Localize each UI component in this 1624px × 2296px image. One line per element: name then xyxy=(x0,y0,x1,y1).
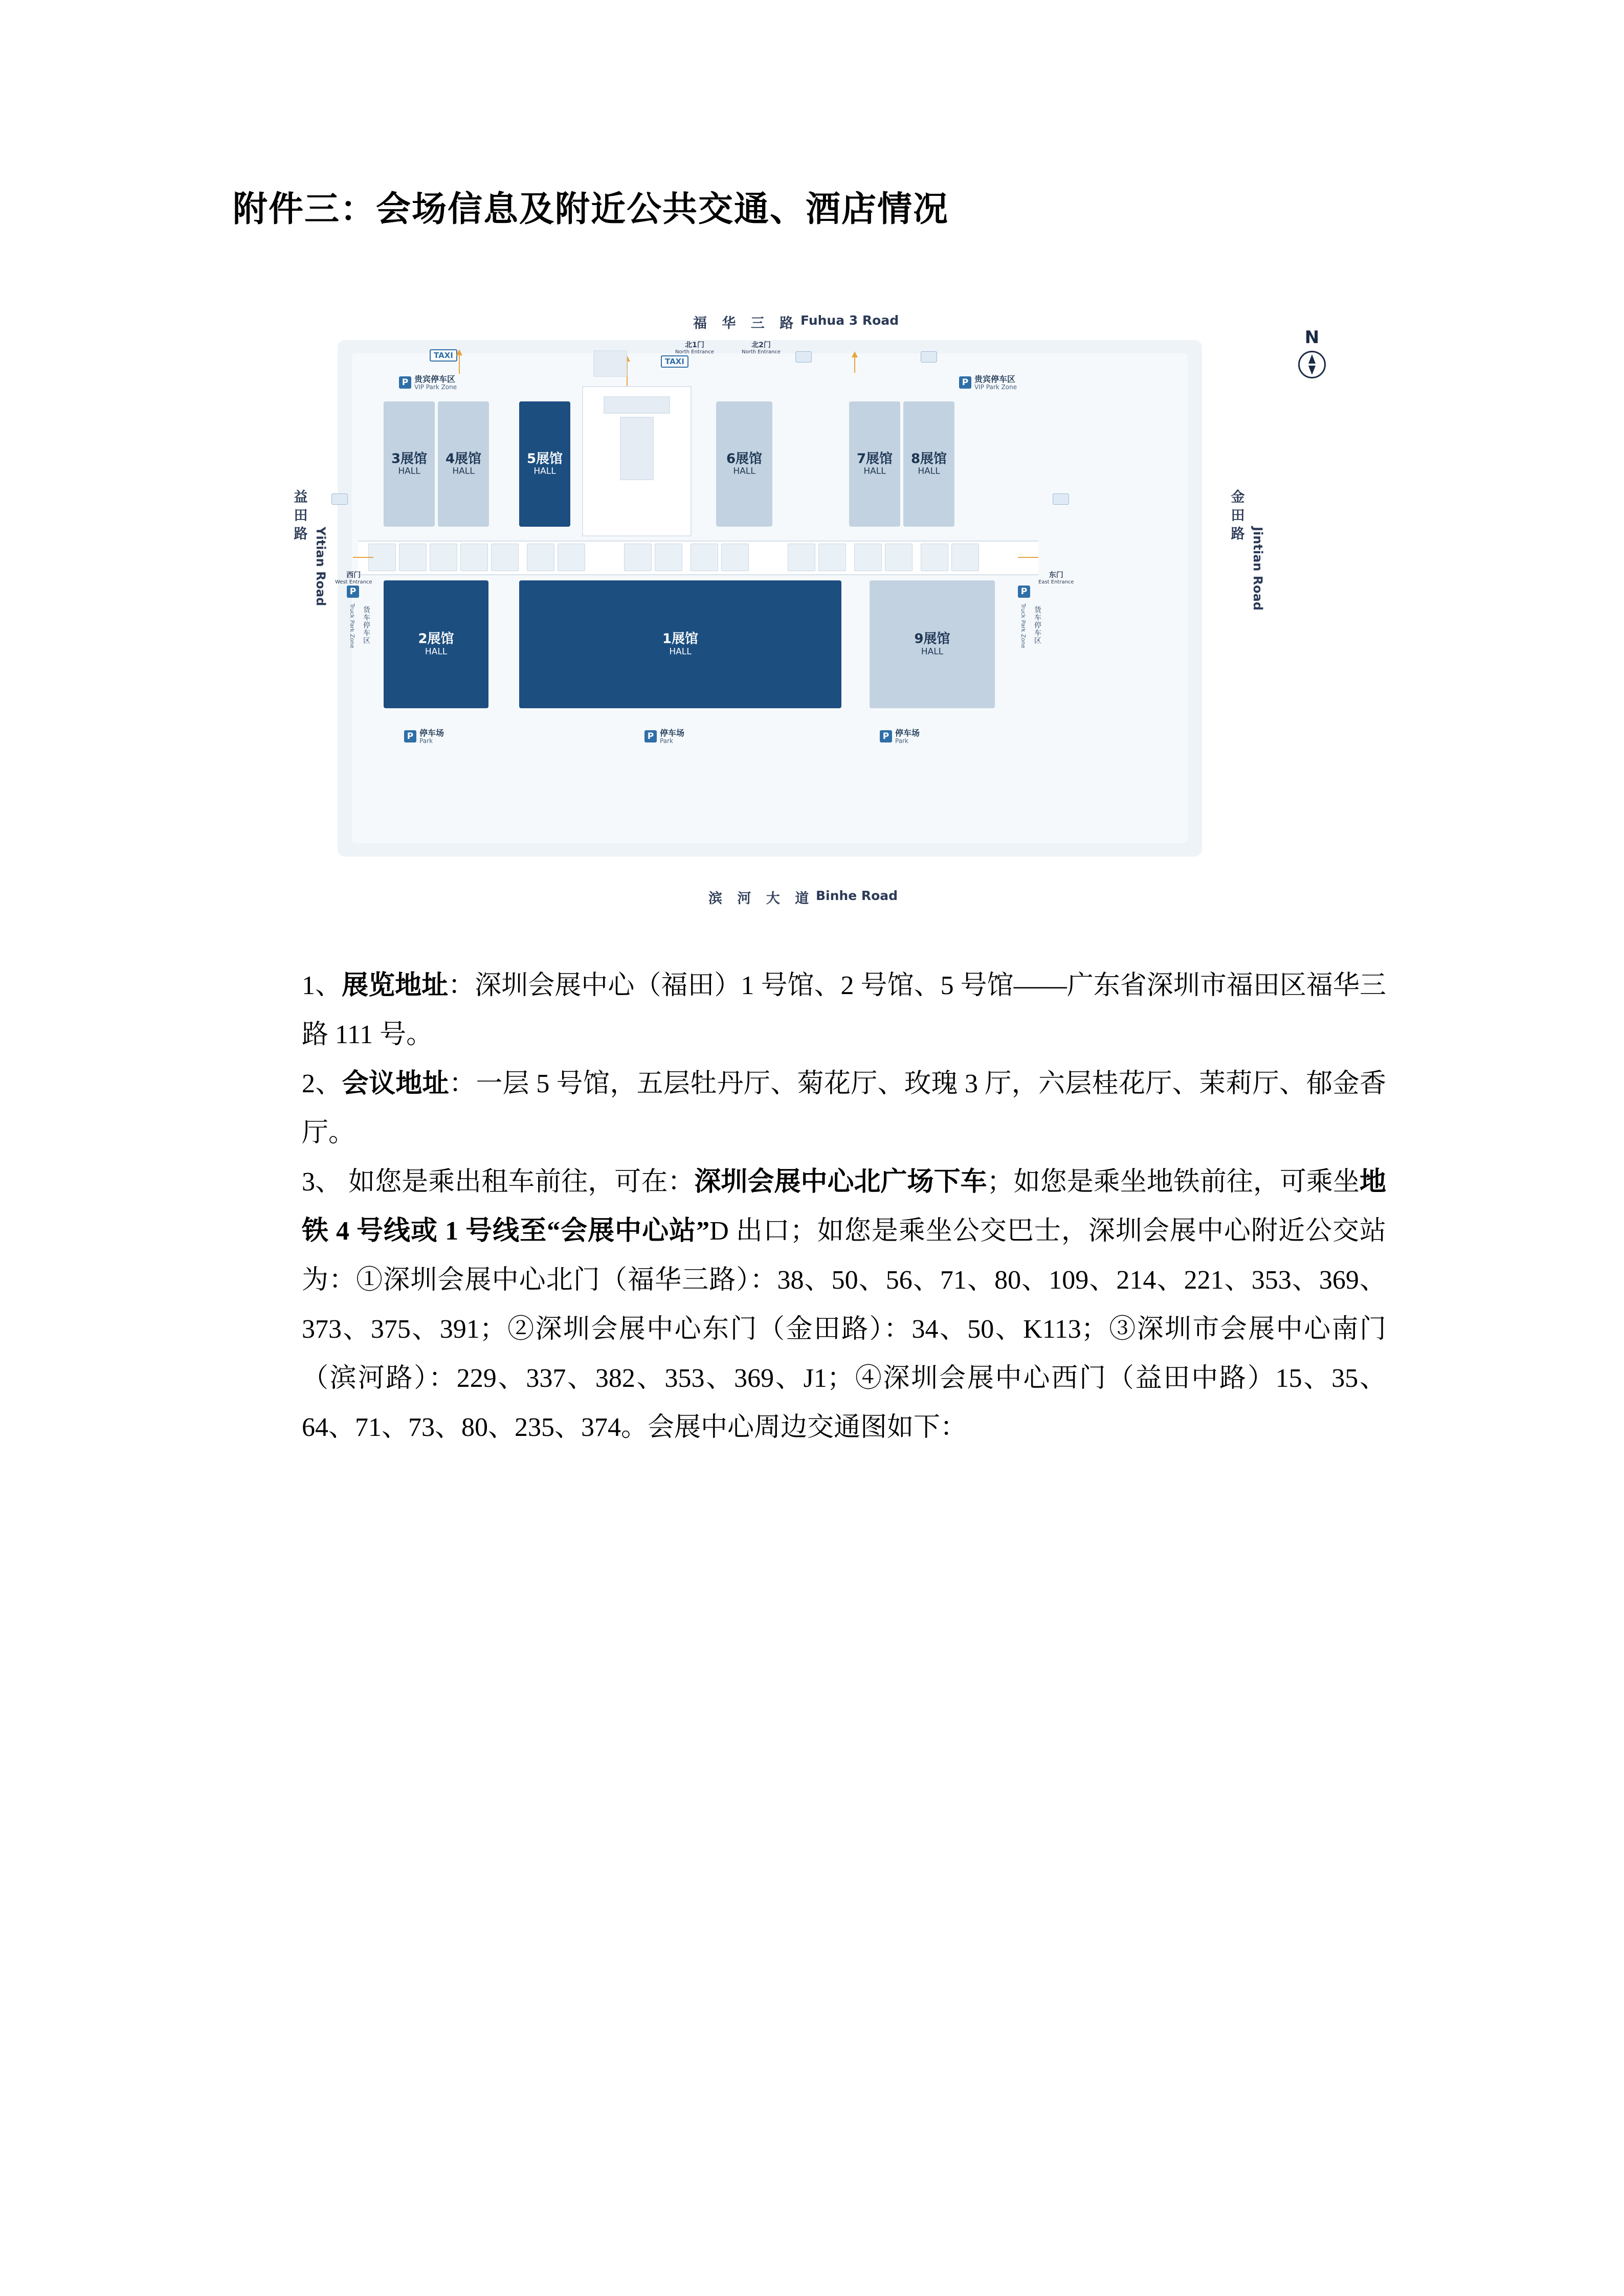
entrance-west: 西门 West Entrance xyxy=(335,571,372,586)
gate-unit xyxy=(430,544,457,571)
vip-parking-west: P 贵宾停车区 VIP Park Zone xyxy=(399,375,457,391)
compass-rose xyxy=(1289,327,1335,389)
gate-unit xyxy=(624,544,652,571)
parking-south-east: P 停车场 Park xyxy=(880,729,920,745)
entrance-north-1: 北1门 North Entrance xyxy=(675,341,714,355)
parking-icon: P xyxy=(880,730,892,742)
gate-unit xyxy=(491,544,519,571)
road-label-east-en: Jintian Road xyxy=(1251,527,1265,611)
hall-8: 8展馆 HALL xyxy=(903,401,954,527)
gate-unit xyxy=(558,544,585,571)
gate-unit xyxy=(854,544,882,571)
road-label-south-en: Binhe Road xyxy=(816,888,898,903)
truck-parking-east-icon xyxy=(1018,586,1030,598)
hall-3: 3展馆 HALL xyxy=(384,401,435,527)
direction-arrow-north-east xyxy=(852,351,858,357)
gate-unit xyxy=(818,544,846,571)
road-label-north-cn: 福 华 三 路 xyxy=(693,316,799,331)
atrium-block-north xyxy=(593,350,627,377)
paragraph-1: 1、展览地址：深圳会展中心（福田）1 号馆、2 号馆、5 号馆——广东省深圳市福田区福华三路 111 号。 xyxy=(302,971,1386,1049)
truck-parking-east-en: Truck Park Zone xyxy=(1020,603,1027,648)
truck-parking-west-icon xyxy=(347,586,359,598)
bus-stop-icon-west xyxy=(331,493,348,505)
hall-9: 9展馆 HALL xyxy=(870,580,995,708)
bus-stop-icon-north-2 xyxy=(921,351,937,363)
venue-map xyxy=(233,291,1394,951)
parking-icon: P xyxy=(399,376,411,389)
road-label-north-en: Fuhua 3 Road xyxy=(800,313,899,328)
entrance-north-2: 北2门 North Entrance xyxy=(742,341,781,355)
compass-north-label: N xyxy=(1304,327,1320,348)
taxi-stand-center: TAXI xyxy=(661,355,688,368)
paragraph-2: 2、会议地址：一层 5 号馆，五层牡丹厅、菊花厅、玫瑰 3 厅，六层桂花厅、茉莉厅、郁金香厅。 xyxy=(302,1069,1386,1147)
gate-unit xyxy=(788,544,815,571)
gate-unit xyxy=(885,544,913,571)
road-label-west-en: Yitian Road xyxy=(314,527,328,606)
entrance-east: 东门 East Entrance xyxy=(1038,571,1074,586)
parking-icon: P xyxy=(644,730,657,742)
gate-unit xyxy=(921,544,948,571)
compass-dial-icon xyxy=(1298,351,1326,378)
truck-parking-west-cn: 货车停车区 xyxy=(362,606,370,644)
hall-4: 4展馆 HALL xyxy=(438,401,489,527)
page-title: 附件三：会场信息及附近公共交通、酒店情况 xyxy=(233,189,949,230)
bus-stop-icon-north-1 xyxy=(795,351,812,363)
parking-south-center: P 停车场 Park xyxy=(644,729,684,745)
gate-unit xyxy=(460,544,488,571)
paragraph-3: 3、 如您是乘出租车前往，可在：深圳会展中心北广场下车；如您是乘坐地铁前往，可乘坐地铁 4 号线或 1 号线至“会展中心站”D 出口；如您是乘坐公交巴士，深圳会展中心附近公交站为：①深圳会展中心北门（福华三路）：38、50、56、71、80、109、214、221、353、369、373、375、391；②深圳会展中心东门（金田路）：34、50、K113；③深圳市会展中心南门（滨河路）：229、337、382、353、369、J1；④深圳会展中心西门（益田中路）15、35、64、71、73、80、235、374。会展中心周边交通图如下： xyxy=(302,1167,1386,1442)
vip-parking-east: P 贵宾停车区 VIP Park Zone xyxy=(959,375,1017,391)
road-label-west-cn: 益田路 xyxy=(294,489,308,542)
truck-parking-west-en: Truck Park Zone xyxy=(349,603,355,648)
hall-1: 1展馆 HALL xyxy=(519,580,841,708)
gate-unit xyxy=(951,544,979,571)
hall-7: 7展馆 HALL xyxy=(849,401,900,527)
parking-icon: P xyxy=(1018,586,1030,598)
road-label-south-cn: 滨 河 大 道 xyxy=(708,891,814,907)
venue-site-area xyxy=(335,340,1202,857)
atrium-block-1 xyxy=(604,396,670,414)
gate-unit xyxy=(691,544,718,571)
parking-south-west: P 停车场 Park xyxy=(404,729,444,745)
taxi-stand-west: TAXI xyxy=(430,349,457,362)
gate-unit xyxy=(399,544,427,571)
gate-unit xyxy=(655,544,682,571)
road-label-east-cn: 金田路 xyxy=(1231,489,1245,542)
hall-2: 2展馆 HALL xyxy=(384,580,488,708)
gate-unit xyxy=(527,544,554,571)
parking-icon: P xyxy=(347,586,359,598)
parking-icon: P xyxy=(959,376,971,389)
hall-6: 6展馆 HALL xyxy=(716,401,772,527)
parking-icon: P xyxy=(404,730,416,742)
atrium-block-2 xyxy=(620,417,654,480)
gate-unit xyxy=(721,544,749,571)
bus-stop-icon-east xyxy=(1053,493,1069,505)
hall-5: 5展馆 HALL xyxy=(519,401,570,527)
truck-parking-east-cn: 货车停车区 xyxy=(1033,606,1041,644)
direction-arrow-north-west xyxy=(456,349,462,355)
body-content xyxy=(302,961,1386,1452)
